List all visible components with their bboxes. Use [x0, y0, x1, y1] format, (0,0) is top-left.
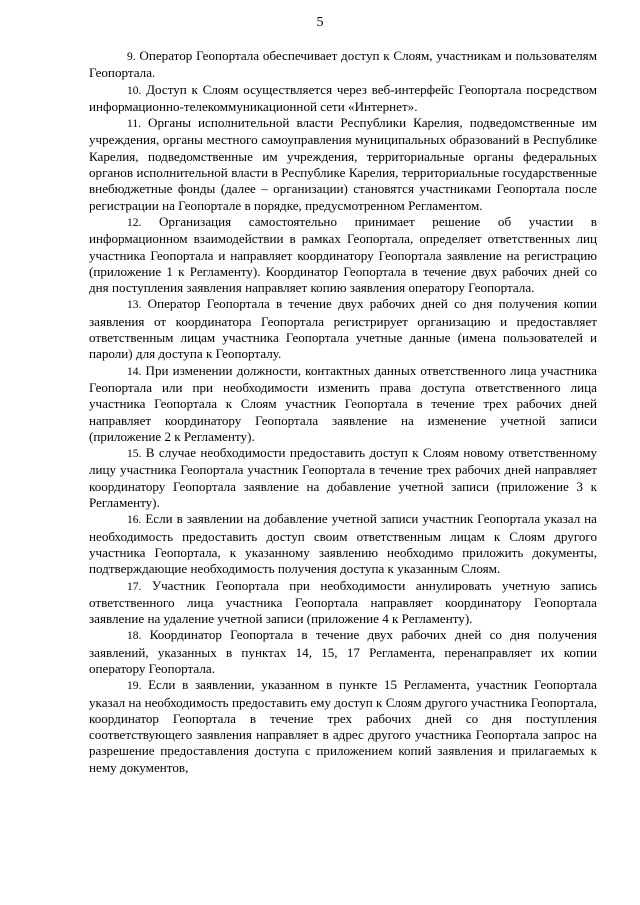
paragraph-text: Оператор Геопортала обеспечивает доступ к Слоям, участникам и пользователям Геопортала. — [89, 48, 597, 81]
paragraph-number: 16. — [127, 514, 142, 527]
paragraph-text: Если в заявлении на добавление учетной записи участник Геопортала указал на необходимость предоставить доступ своим ответственным лицам к Слоям другого участника Геопортала, к указанному заявлению необходимо приложить документы, подтверждающие необходимость получения доступа к указанным Слоям. — [89, 511, 597, 577]
paragraph-number: 10. — [127, 84, 142, 97]
paragraph-text: При изменении должности, контактных данных ответственного лица участника Геопортала или при необходимости изменить права доступа ответственного лица участника Геопортала к Слоям участник Геопортала в течение трех рабочих дней направляет координатору Геопортала заявление на изменение учетной записи (приложение 2 к Регламенту). — [89, 362, 597, 444]
paragraph-9 — [89, 48, 597, 82]
paragraph-12 — [89, 214, 597, 296]
paragraph-text: Оператор Геопортала в течение двух рабочих дней со дня получения копии заявления от координатора Геопортала регистрирует организацию и предоставляет ответственным лицам участника Геопортала учетные данные (имена пользователей и пароли) для доступа к Геопорталу. — [89, 296, 597, 362]
paragraph-text: В случае необходимости предоставить доступ к Слоям новому ответственному лицу участника Геопортала участник Геопортала в течение трех рабочих дней направляет координатору Геопортала заявление на добавление учетной записи (приложение 3 к Регламенту). — [89, 445, 597, 511]
paragraph-text: Доступ к Слоям осуществляется через веб-интерфейс Геопортала посредством информационно-телекоммуникационной сети «Интернет». — [89, 81, 597, 114]
paragraph-number: 18. — [127, 630, 142, 643]
paragraph-number: 11. — [127, 118, 141, 131]
paragraph-16 — [89, 511, 597, 577]
paragraph-number: 12. — [127, 216, 142, 229]
paragraph-number: 14. — [127, 365, 142, 378]
paragraph-number: 19. — [127, 680, 142, 693]
page-number: 5 — [316, 15, 324, 30]
paragraph-text: Если в заявлении, указанном в пункте 15 Регламента, участник Геопортала указал на необходимость предоставить ему доступ к Слоям другого участника Геопортала, координатор Геопортала в течение трех рабочих дней со дня поступления соответствующего заявления направляет в адрес другого участника Геопортала запрос на разрешение предоставления доступа с приложением копий заявления и прилагаемых к нему документов, — [89, 677, 597, 775]
paragraph-17 — [89, 578, 597, 628]
paragraph-18 — [89, 627, 597, 677]
paragraph-number: 17. — [127, 580, 142, 593]
paragraph-13 — [89, 296, 597, 362]
paragraph-15 — [89, 445, 597, 511]
paragraph-text: Организация самостоятельно принимает решение об участии в информационном взаимодействии в рамках Геопортала, определяет ответственных лиц участника Геопортала и направляет координатору Геопортала заявление на регистрацию (приложение 1 к Регламенту). Координатор Геопортала в течение двух рабочих дней со дня поступления заявления направляет копию заявления оператору Геопортала. — [89, 213, 597, 296]
paragraph-text: Координатор Геопортала в течение двух рабочих дней со дня получения заявлений, указанных в пунктах 14, 15, 17 Регламента, перенаправляет их копии оператору Геопортала. — [89, 627, 597, 676]
paragraph-11 — [89, 115, 597, 214]
paragraph-text: Участник Геопортала при необходимости аннулировать учетную запись ответственного лица участника Геопортала направляет координатору Геопортала заявление на удаление учетной записи (приложение 4 к Регламенту). — [89, 577, 597, 627]
paragraph-text: Органы исполнительной власти Республики Карелия, подведомственные им учреждения, органы местного самоуправления муниципальных образований в Республике Карелия, подведомственные им учреждения, территориальные органы федеральных органов исполнительной власти в Республике Карелия, территориальные государственные внебюджетные фонды (далее – организации) становятся участниками Геопортала после регистрации на Геопортале в порядке, предусмотренном Регламентом. — [89, 115, 598, 213]
paragraph-number: 13. — [127, 299, 142, 312]
paragraph-10 — [89, 82, 597, 116]
document-body — [89, 48, 597, 776]
paragraph-number: 9. — [127, 51, 136, 63]
paragraph-14 — [89, 363, 597, 445]
paragraph-number: 15. — [127, 448, 142, 461]
paragraph-19 — [89, 677, 597, 776]
